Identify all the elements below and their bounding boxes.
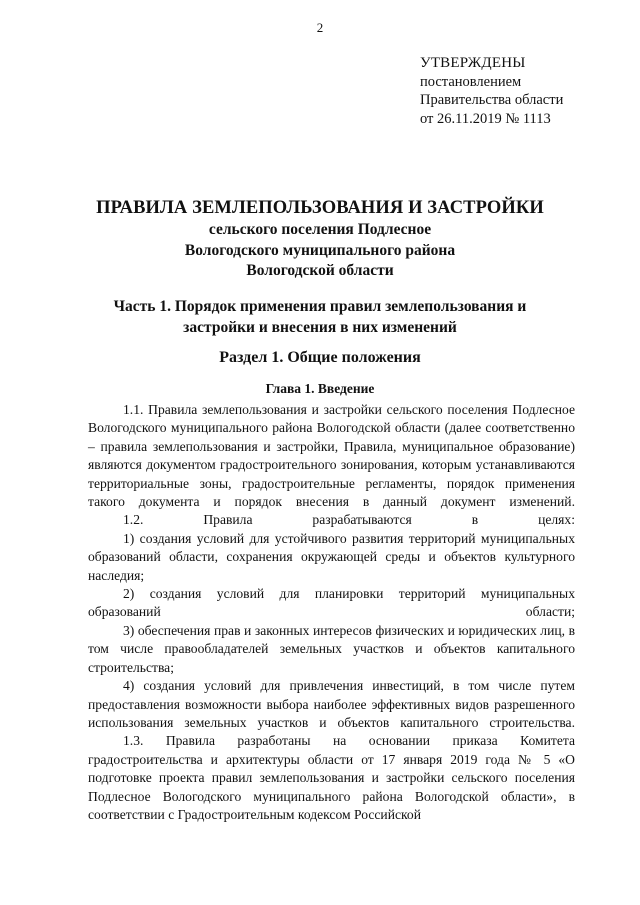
approval-line: Правительства области: [420, 92, 564, 108]
paragraph: 2) создания условий для планировки территорий муниципальных образований области;: [88, 586, 575, 620]
title-main: ПРАВИЛА ЗЕМЛЕПОЛЬЗОВАНИЯ И ЗАСТРОЙКИ: [96, 198, 544, 218]
part-heading-line: Часть 1. Порядок применения правил землепользования и: [113, 298, 527, 315]
title-subtitle: сельского поселения Подлесное: [208, 221, 432, 238]
paragraph: 1.2. Правила разрабатываются в целях:: [123, 512, 575, 528]
approval-stamp: [420, 54, 620, 128]
section-heading: Раздел 1. Общие положения: [219, 349, 421, 366]
paragraph: 1.1. Правила землепользования и застройки сельского поселения Подлесное Вологодского муниципального района Вологодской области (далее соответственно – правила землепользования и застройки, Правила, муниципальное образование) являются документом градостроительного зонирования, которым устанавливаются территориальные зоны, градостроительные регламенты, порядок применения такого документа и порядок внесения в данный документ изменений.: [88, 402, 575, 510]
paragraph: 1.3. Правила разработаны на основании приказа Комитета градостроительства и архитектуры области от 17 января 2019 года № 5 «О подготовке проекта правил землепользования и застройки сельского поселения Подлесное Вологодского муниципального района Вологодской области», в соответствии с Градостроительным кодексом Российской: [88, 733, 575, 822]
paragraph: 4) создания условий для привлечения инвестиций, в том числе путем предоставления возможности выбора наиболее эффективных видов разрешенного использования земельных участков и объектов капитального строительства.: [88, 678, 575, 730]
paragraph: 1) создания условий для устойчивого развития территорий муниципальных образований области, сохранения окружающей среды и объектов культурного наследия;: [88, 530, 575, 583]
title-subtitle: Вологодской области: [246, 262, 394, 279]
part-heading-line: застройки и внесения в них изменений: [183, 318, 457, 336]
approval-line: от 26.11.2019 № 1113: [420, 110, 551, 127]
body-text: [88, 401, 575, 824]
approval-line: постановлением: [420, 73, 522, 90]
approval-heading: УТВЕРЖДЕНЫ: [420, 55, 526, 71]
chapter-heading: Глава 1. Введение: [265, 381, 375, 396]
title-subtitle: Вологодского муниципального района: [184, 241, 456, 259]
part-heading: [70, 297, 570, 338]
paragraph: 3) обеспечения прав и законных интересов физических и юридических лиц, в том числе правообладателей земельных участков и объектов капитального строительства;: [88, 622, 575, 675]
page-number: 2: [316, 20, 324, 35]
document-title: [40, 196, 600, 282]
